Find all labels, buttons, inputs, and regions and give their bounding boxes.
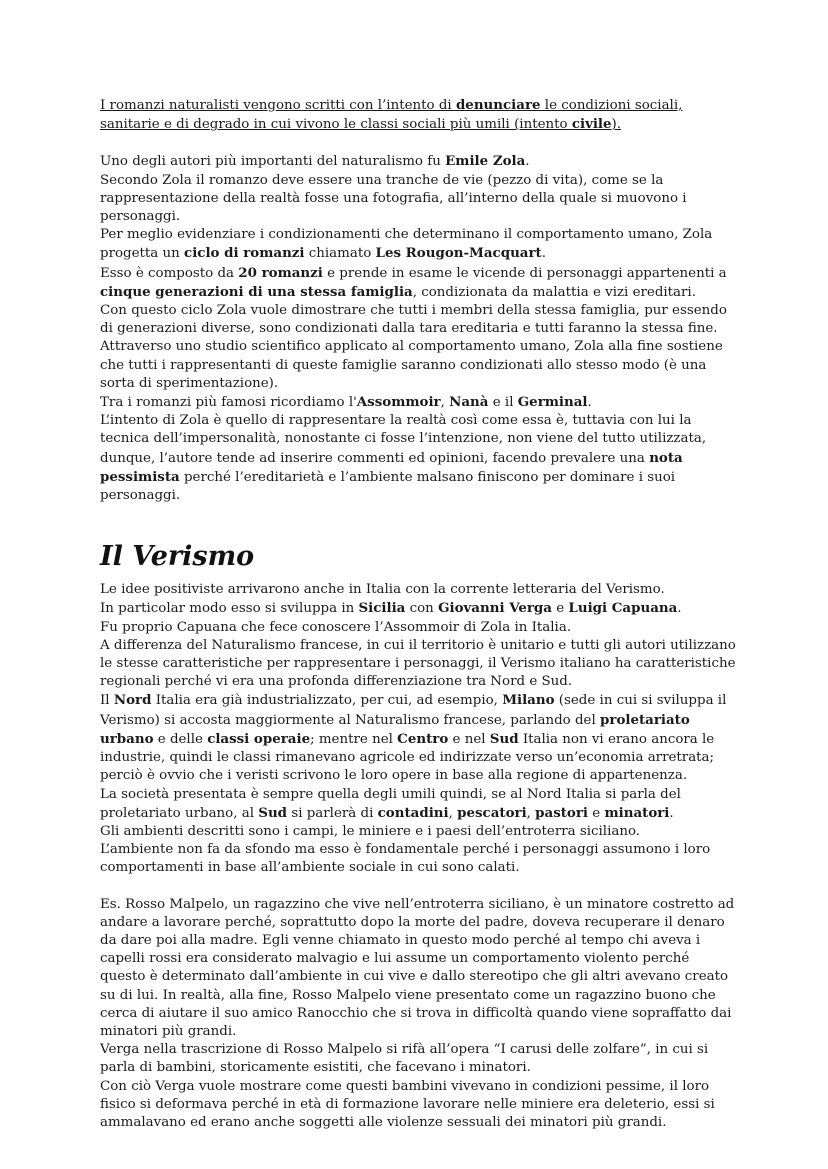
spacer <box>100 134 736 152</box>
text-run: A differenza del Naturalismo francese, in cui il territorio è unitario e tutti gli autori utilizzano le stesse caratteristiche per rappresentare i personaggi, il Verismo italiano ha caratteristiche regionali perché vi era una profonda differenziazione tra Nord e Sud. <box>100 637 736 690</box>
text-run: Secondo Zola il romanzo deve essere una tranche de vie (pezzo di vita), come se la rappresentazione della realtà fosse una fotografia, all’interno della quale si muovono i personaggi. <box>100 172 687 225</box>
text-run: I romanzi naturalisti vengono scritti con l’intento di <box>100 98 456 113</box>
intro-paragraph <box>100 96 736 134</box>
text-run: ; mentre nel <box>310 731 398 747</box>
text-run: Per meglio evidenziare i condizionamenti che determinano il comportamento umano, Zola progetta un <box>100 227 713 262</box>
text-run: , condizionata da malattia e vizi ereditari. <box>412 284 696 300</box>
text-run: , <box>448 805 458 821</box>
text-run: perché l’ereditarietà e l’ambiente malsano finiscono per dominare i suoi personaggi. <box>100 469 676 504</box>
text-run: con <box>405 601 439 617</box>
text-run: . <box>587 395 592 411</box>
section-heading: Il Verismo <box>100 541 255 573</box>
text-run: le condizioni sociali, sanitarie e di degrado in cui vivono le classi sociali più umili (intento <box>100 98 683 133</box>
text-run: L’ambiente non fa da sfondo ma esso è fondamentale perché i personaggi assumono i loro comportamenti in base all’ambiente sociale in cui sono calati. <box>100 842 711 876</box>
bold-text: Sud <box>489 730 519 747</box>
text-run: e il <box>488 395 518 411</box>
paragraph <box>100 841 736 877</box>
text-run: si parlerà di <box>287 805 378 821</box>
text-run: Es. Rosso Malpelo, un ragazzino che vive nell’entroterra siciliano, è un minatore costretto ad andare a lavorare perché, soprattutto dopo la morte del padre, doveva recuperare il denaro da dare poi alla madre. Egli venne chiamato in questo modo perché al tempo chi aveva i capelli rossi era considerato malvagio e lui assume un comportamento violento perché questo è determinato dall’ambiente in cui vive e dallo stereotipo che gli altri avevano creato su di lui. In realtà, alla fine, Rosso Malpelo viene presentato come un ragazzino buono che cerca di aiutare il suo amico Ranocchio che si trova in difficoltà quando viene sopraffatto dai minatori più grandi. <box>100 896 735 1039</box>
document-page <box>100 96 736 1132</box>
bold-text: 20 romanzi <box>238 264 323 281</box>
paragraph <box>100 1078 736 1133</box>
bold-text: classi operaie <box>207 730 311 747</box>
bold-text: Sud <box>258 804 288 821</box>
paragraph <box>100 823 736 841</box>
paragraph <box>100 152 736 171</box>
text-run: Italia non vi erano ancora le industrie, quindi le classi rimanevano agricole ed indirizzate verso un’economia arretrata; perciò è ovvio che i veristi scrivono le loro opere in base alla regione di appartenenza. <box>100 731 715 784</box>
bold-text: Sicilia <box>358 600 406 617</box>
bold-text: pescatori <box>457 804 527 821</box>
paragraph <box>100 637 736 692</box>
paragraph <box>100 393 736 412</box>
paragraph <box>100 691 736 785</box>
bold-text: Centro <box>397 730 449 747</box>
text-run: e delle <box>153 731 208 747</box>
bold-text: Assommoir <box>356 394 441 411</box>
verismo-section <box>100 581 736 877</box>
spacer <box>100 878 736 896</box>
text-run: Uno degli autori più importanti del naturalismo fu <box>100 154 446 170</box>
bold-text: contadini <box>377 804 449 821</box>
bold-text: ciclo di romanzi <box>184 245 305 262</box>
text-run: , <box>440 395 450 411</box>
bold-text: Luigi Capuana <box>568 600 678 617</box>
paragraph <box>100 581 736 599</box>
text-run: ). <box>611 117 622 133</box>
text-run: Le idee positiviste arrivarono anche in Italia con la corrente letteraria del Verismo. <box>100 582 665 598</box>
bold-text: minatori <box>604 804 670 821</box>
bold-text: Nord <box>113 692 152 709</box>
malpelo-section <box>100 896 736 1133</box>
paragraph <box>100 226 736 263</box>
paragraph <box>100 412 736 505</box>
text-run: . <box>525 154 530 170</box>
text-run: e nel <box>448 731 490 747</box>
bold-text: civile <box>571 116 612 133</box>
bold-text: Germinal <box>517 394 588 411</box>
text-run: e prende in esame le vicende di personaggi appartenenti a <box>322 265 727 281</box>
text-run: Con questo ciclo Zola vuole dimostrare che tutti i membri della stessa famiglia, pur essendo di generazioni diverse, sono condizionati dalla tara ereditaria e tutti faranno la stessa fine. Attraverso uno studio scientifico applicato al comportamento umano, Zola alla fine sostiene che tutti i rappresentanti di queste famiglie saranno condizionati allo stesso modo (è una sorta di sperimentazione). <box>100 303 727 391</box>
zola-section <box>100 152 736 505</box>
text-run: Verga nella trascrizione di Rosso Malpelo si rifà all’opera “I carusi delle zolfare”, in cui si parla di bambini, storicamente esistiti, che facevano i minatori. <box>100 1042 709 1076</box>
bold-text: pastori <box>535 804 589 821</box>
text-run: (sede in cui si sviluppa il Verismo) si accosta maggiormente al Naturalismo francese, parlando del <box>100 693 727 728</box>
paragraph <box>100 264 736 302</box>
paragraph <box>100 302 736 393</box>
text-run: , <box>526 805 536 821</box>
bold-text: Nanà <box>449 394 489 411</box>
bold-text: Les Rougon-Macquart <box>375 245 542 262</box>
text-run: Fu proprio Capuana che fece conoscere l’Assommoir di Zola in Italia. <box>100 619 572 635</box>
paragraph <box>100 896 736 1042</box>
bold-text: proletariato urbano <box>100 711 690 747</box>
text-run: La società presentata è sempre quella degli umili quindi, se al Nord Italia si parla del proletariato urbano, al <box>100 786 681 821</box>
paragraph <box>100 786 736 823</box>
bold-text: Emile Zola <box>445 153 526 170</box>
bold-text: Giovanni Verga <box>438 600 552 617</box>
text-run: e <box>588 805 605 821</box>
bold-text: nota pessimista <box>100 449 683 485</box>
text-run: Italia era già industrializzato, per cui, ad esempio, <box>151 693 503 709</box>
text-run: L’intento di Zola è quello di rappresentare la realtà così come essa è, tuttavia con lui la tecnica dell’impersonalità, nonostante ci fosse l’intenzione, non viene del tutto utilizzata, dunque, l’autore tende ad inserire commenti ed opinioni, facendo prevalere una <box>100 413 707 466</box>
text-run: . <box>677 601 682 617</box>
text-run: . <box>541 246 546 262</box>
text-run: Esso è composto da <box>100 265 239 281</box>
bold-text: denunciare <box>455 97 541 113</box>
paragraph <box>100 599 736 618</box>
paragraph <box>100 619 736 637</box>
text-run: e <box>551 601 569 617</box>
text-run: In particolar modo esso si sviluppa in <box>100 601 359 617</box>
text-run: . <box>669 805 674 821</box>
text-run: Gli ambienti descritti sono i campi, le miniere e i paesi dell’entroterra siciliano. <box>100 823 641 839</box>
bold-text: Milano <box>502 692 555 709</box>
text-run: Con ciò Verga vuole mostrare come questi bambini vivevano in condizioni pessime, il loro fisico si deformava perché in età di formazione lavorare nelle miniere era deleterio, essi si ammalavano ed erano anche soggetti alle violenze sessuali dei minatori più grandi. <box>100 1078 715 1130</box>
bold-text: cinque generazioni di una stessa famiglia <box>100 283 413 300</box>
text-run: Tra i romanzi più famosi ricordiamo l' <box>100 395 357 411</box>
text-run: Il <box>100 693 114 709</box>
paragraph <box>100 172 736 227</box>
paragraph <box>100 1041 736 1077</box>
text-run: chiamato <box>304 246 376 262</box>
